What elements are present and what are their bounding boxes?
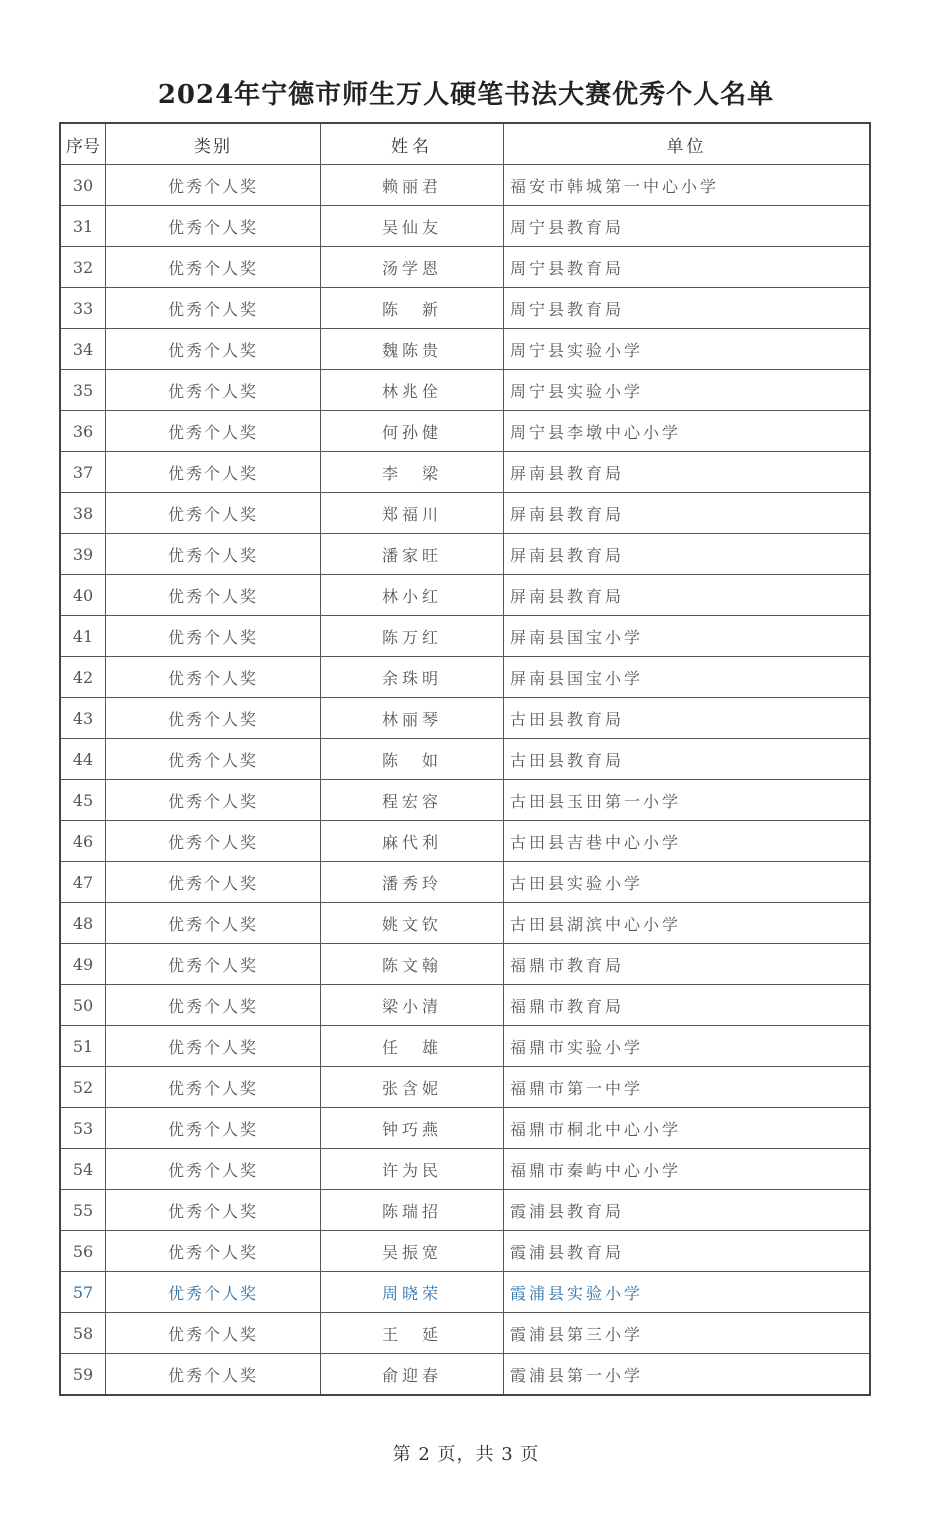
cell-no: 57 <box>60 1272 106 1313</box>
cell-unit: 福安市韩城第一中心小学 <box>504 165 871 206</box>
cell-unit: 福鼎市教育局 <box>504 985 871 1026</box>
header-name: 姓名 <box>321 123 504 165</box>
cell-unit: 屏南县国宝小学 <box>504 616 871 657</box>
cell-unit: 霞浦县教育局 <box>504 1231 871 1272</box>
cell-unit: 霞浦县教育局 <box>504 1190 871 1231</box>
table-row <box>60 616 870 657</box>
cell-category: 优秀个人奖 <box>106 370 321 411</box>
cell-no: 37 <box>60 452 106 493</box>
cell-no: 53 <box>60 1108 106 1149</box>
cell-no: 30 <box>60 165 106 206</box>
table-row <box>60 944 870 985</box>
cell-no: 48 <box>60 903 106 944</box>
table-row <box>60 1313 870 1354</box>
cell-name: 梁小清 <box>321 985 504 1026</box>
cell-no: 45 <box>60 780 106 821</box>
header-no: 序号 <box>60 123 106 165</box>
cell-name: 郑福川 <box>321 493 504 534</box>
cell-no: 47 <box>60 862 106 903</box>
cell-no: 32 <box>60 247 106 288</box>
cell-no: 39 <box>60 534 106 575</box>
cell-no: 49 <box>60 944 106 985</box>
cell-category: 优秀个人奖 <box>106 903 321 944</box>
cell-name: 李 梁 <box>321 452 504 493</box>
cell-category: 优秀个人奖 <box>106 1067 321 1108</box>
table-row <box>60 657 870 698</box>
table-row <box>60 1026 870 1067</box>
table-row <box>60 780 870 821</box>
cell-name: 程宏容 <box>321 780 504 821</box>
cell-unit: 古田县玉田第一小学 <box>504 780 871 821</box>
cell-name: 吴振宽 <box>321 1231 504 1272</box>
cell-category: 优秀个人奖 <box>106 1313 321 1354</box>
cell-category: 优秀个人奖 <box>106 657 321 698</box>
cell-name: 陈万红 <box>321 616 504 657</box>
cell-name: 余珠明 <box>321 657 504 698</box>
cell-no: 59 <box>60 1354 106 1396</box>
cell-category: 优秀个人奖 <box>106 1149 321 1190</box>
award-roster-table <box>59 122 871 1396</box>
cell-category: 优秀个人奖 <box>106 329 321 370</box>
cell-category: 优秀个人奖 <box>106 1108 321 1149</box>
cell-no: 54 <box>60 1149 106 1190</box>
cell-unit: 福鼎市实验小学 <box>504 1026 871 1067</box>
cell-unit: 屏南县教育局 <box>504 452 871 493</box>
page-title: 2024年宁德市师生万人硬笔书法大赛优秀个人名单 <box>157 80 775 110</box>
table-row <box>60 1190 870 1231</box>
cell-no: 56 <box>60 1231 106 1272</box>
cell-category: 优秀个人奖 <box>106 1354 321 1396</box>
cell-category: 优秀个人奖 <box>106 821 321 862</box>
cell-name: 王 延 <box>321 1313 504 1354</box>
cell-unit: 霞浦县实验小学 <box>504 1272 871 1313</box>
cell-category: 优秀个人奖 <box>106 206 321 247</box>
cell-unit: 周宁县实验小学 <box>504 329 871 370</box>
cell-category: 优秀个人奖 <box>106 1190 321 1231</box>
table-row <box>60 862 870 903</box>
cell-name: 许为民 <box>321 1149 504 1190</box>
cell-name: 汤学恩 <box>321 247 504 288</box>
table-row <box>60 821 870 862</box>
cell-no: 43 <box>60 698 106 739</box>
cell-category: 优秀个人奖 <box>106 493 321 534</box>
cell-unit: 屏南县教育局 <box>504 575 871 616</box>
cell-unit: 福鼎市秦屿中心小学 <box>504 1149 871 1190</box>
cell-name: 林兆佺 <box>321 370 504 411</box>
cell-name: 麻代利 <box>321 821 504 862</box>
cell-name: 陈 新 <box>321 288 504 329</box>
cell-name: 林丽琴 <box>321 698 504 739</box>
cell-unit: 古田县教育局 <box>504 739 871 780</box>
cell-category: 优秀个人奖 <box>106 165 321 206</box>
cell-category: 优秀个人奖 <box>106 616 321 657</box>
cell-no: 55 <box>60 1190 106 1231</box>
cell-name: 任 雄 <box>321 1026 504 1067</box>
table-row <box>60 1354 870 1396</box>
cell-name: 吴仙友 <box>321 206 504 247</box>
cell-name: 俞迎春 <box>321 1354 504 1396</box>
cell-no: 34 <box>60 329 106 370</box>
cell-name: 陈瑞招 <box>321 1190 504 1231</box>
cell-category: 优秀个人奖 <box>106 944 321 985</box>
table-row <box>60 288 870 329</box>
table-row <box>60 903 870 944</box>
cell-category: 优秀个人奖 <box>106 411 321 452</box>
cell-no: 58 <box>60 1313 106 1354</box>
cell-category: 优秀个人奖 <box>106 862 321 903</box>
table-row <box>60 411 870 452</box>
cell-name: 钟巧燕 <box>321 1108 504 1149</box>
cell-category: 优秀个人奖 <box>106 534 321 575</box>
cell-unit: 霞浦县第一小学 <box>504 1354 871 1396</box>
cell-name: 赖丽君 <box>321 165 504 206</box>
cell-unit: 古田县实验小学 <box>504 862 871 903</box>
table-row <box>60 370 870 411</box>
cell-unit: 屏南县教育局 <box>504 534 871 575</box>
cell-no: 44 <box>60 739 106 780</box>
page-footer: 第 2 页，共 3 页 <box>392 1444 540 1465</box>
cell-name: 张含妮 <box>321 1067 504 1108</box>
table-row <box>60 1272 870 1313</box>
cell-category: 优秀个人奖 <box>106 288 321 329</box>
table-row <box>60 575 870 616</box>
cell-unit: 福鼎市第一中学 <box>504 1067 871 1108</box>
cell-name: 潘家旺 <box>321 534 504 575</box>
cell-name: 姚文钦 <box>321 903 504 944</box>
cell-unit: 古田县湖滨中心小学 <box>504 903 871 944</box>
cell-no: 42 <box>60 657 106 698</box>
header-unit: 单位 <box>504 123 871 165</box>
cell-name: 周晓荣 <box>321 1272 504 1313</box>
cell-category: 优秀个人奖 <box>106 780 321 821</box>
cell-name: 林小红 <box>321 575 504 616</box>
table-row <box>60 1108 870 1149</box>
header-category: 类别 <box>106 123 321 165</box>
cell-no: 41 <box>60 616 106 657</box>
table-row <box>60 329 870 370</box>
cell-no: 51 <box>60 1026 106 1067</box>
cell-name: 陈 如 <box>321 739 504 780</box>
table-header-row <box>60 123 870 165</box>
cell-unit: 周宁县教育局 <box>504 288 871 329</box>
table-row <box>60 985 870 1026</box>
cell-name: 潘秀玲 <box>321 862 504 903</box>
cell-category: 优秀个人奖 <box>106 247 321 288</box>
table-row <box>60 452 870 493</box>
cell-category: 优秀个人奖 <box>106 1272 321 1313</box>
cell-unit: 霞浦县第三小学 <box>504 1313 871 1354</box>
table-row <box>60 1231 870 1272</box>
cell-category: 优秀个人奖 <box>106 1026 321 1067</box>
cell-category: 优秀个人奖 <box>106 575 321 616</box>
table-row <box>60 206 870 247</box>
table-row <box>60 739 870 780</box>
cell-no: 33 <box>60 288 106 329</box>
cell-category: 优秀个人奖 <box>106 698 321 739</box>
cell-unit: 屏南县教育局 <box>504 493 871 534</box>
cell-unit: 周宁县实验小学 <box>504 370 871 411</box>
table-row <box>60 1149 870 1190</box>
cell-unit: 古田县吉巷中心小学 <box>504 821 871 862</box>
cell-unit: 周宁县教育局 <box>504 247 871 288</box>
cell-category: 优秀个人奖 <box>106 985 321 1026</box>
table-row <box>60 534 870 575</box>
cell-no: 40 <box>60 575 106 616</box>
table-body <box>60 165 870 1396</box>
cell-no: 35 <box>60 370 106 411</box>
table-row <box>60 1067 870 1108</box>
cell-no: 36 <box>60 411 106 452</box>
cell-unit: 福鼎市桐北中心小学 <box>504 1108 871 1149</box>
cell-unit: 周宁县李墩中心小学 <box>504 411 871 452</box>
cell-category: 优秀个人奖 <box>106 739 321 780</box>
cell-name: 何孙健 <box>321 411 504 452</box>
cell-unit: 福鼎市教育局 <box>504 944 871 985</box>
table-row <box>60 247 870 288</box>
cell-unit: 古田县教育局 <box>504 698 871 739</box>
cell-category: 优秀个人奖 <box>106 1231 321 1272</box>
cell-no: 31 <box>60 206 106 247</box>
cell-name: 陈文翰 <box>321 944 504 985</box>
table-row <box>60 493 870 534</box>
cell-no: 52 <box>60 1067 106 1108</box>
cell-name: 魏陈贵 <box>321 329 504 370</box>
table-row <box>60 698 870 739</box>
cell-no: 50 <box>60 985 106 1026</box>
table-row <box>60 165 870 206</box>
cell-unit: 屏南县国宝小学 <box>504 657 871 698</box>
cell-unit: 周宁县教育局 <box>504 206 871 247</box>
cell-no: 38 <box>60 493 106 534</box>
cell-category: 优秀个人奖 <box>106 452 321 493</box>
cell-no: 46 <box>60 821 106 862</box>
